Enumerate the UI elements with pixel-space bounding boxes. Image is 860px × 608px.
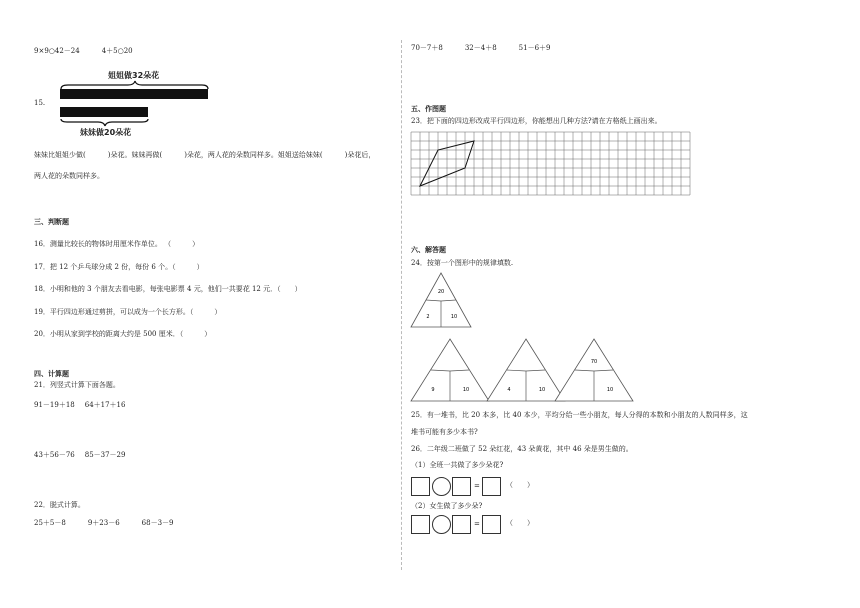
judge-item-17: 17．把 12 个乒乓球分成 2 份，每份 6 个。（ ） [34, 263, 204, 271]
grid-paper[interactable] [411, 132, 689, 194]
q22-row: 25＋5－8 9＋23－6 68－3－9 [34, 519, 174, 527]
q25-line1: 25．有一堆书，比 20 本多，比 40 本少，平均分给一些小朋友，每人分得的本数和小朋友的人数同样多，这 [411, 411, 748, 419]
bottom-brace [60, 118, 150, 127]
top-expressions: 70－7＋8 32－4＋8 51－6＋9 [411, 44, 551, 52]
section-4-heading: 四、计算题 [34, 370, 69, 378]
q15-number: 15. [34, 99, 46, 107]
section-5-heading: 五、作图题 [411, 105, 446, 113]
q26-sub2: （2）女生做了多少朵? [411, 502, 483, 510]
triangle-2 [410, 338, 490, 402]
unit-paren: （ ） [506, 481, 534, 489]
unit-paren: （ ） [506, 519, 534, 527]
equals-sign: = [474, 482, 480, 490]
answer-box[interactable] [452, 477, 471, 496]
q25-line2: 堆书可能有多少本书? [411, 428, 478, 436]
q14-expressions [34, 48, 133, 55]
q21-title: 21．列竖式计算下面各题。 [34, 381, 120, 389]
tri3-right: 10 [538, 387, 546, 393]
younger-sister-bar [60, 107, 148, 117]
sister-bar [60, 89, 208, 99]
judge-item-20: 20．小明从家到学校的距离大约是 500 厘米．（ ） [34, 330, 212, 338]
tri4-top: 70 [590, 359, 598, 365]
bottom-bar-label: 妹妹做20朵花 [80, 128, 132, 137]
triangle-4 [554, 338, 634, 402]
section-6-heading: 六、解答题 [411, 246, 446, 254]
result-box[interactable] [482, 477, 501, 496]
equals-sign: = [474, 520, 480, 528]
answer-box[interactable] [452, 515, 471, 534]
top-bar-label: 姐姐做32朵花 [108, 71, 160, 80]
q21-row-2: 43＋56－76 85－37－29 [34, 451, 126, 459]
q24-text: 24．按第一个图形中的规律填数. [411, 259, 514, 267]
q15-line2: 两人花的朵数同样多。 [34, 172, 104, 180]
q22-title: 22．脱式计算。 [34, 501, 85, 509]
result-box[interactable] [482, 515, 501, 534]
tri2-right: 10 [462, 387, 470, 393]
q26-sub1: （1）全班一共做了多少朵花? [411, 461, 504, 469]
column-separator [401, 40, 402, 570]
q15-line1: 妹妹比姐姐少做( )朵花。妹妹再做( )朵花，两人花的朵数同样多。姐姐送给妹妹( )朵花后， [34, 151, 376, 159]
tri4-right: 10 [606, 387, 614, 393]
triangle-example [410, 272, 472, 328]
expr-1: 9×9○42－24 [34, 47, 80, 55]
tri1-left: 2 [426, 314, 430, 320]
tri3-left: 4 [507, 387, 511, 393]
tri1-right: 10 [450, 314, 458, 320]
judge-item-19: 19．平行四边形通过剪拼，可以成为一个长方形。（ ） [34, 308, 222, 316]
tri2-left: 9 [431, 387, 435, 393]
expr-2: 4＋5○20 [101, 47, 133, 55]
q26-text: 26．二年级二班做了 52 朵红花，43 朵黄花，其中 46 朵是男生做的。 [411, 445, 633, 453]
judge-item-18: 18．小明和他的 3 个朋友去看电影，每张电影票 4 元，他们一共要花 12 元．（ ） [34, 285, 302, 293]
section-3-heading: 三、判断题 [34, 218, 69, 226]
operator-circle[interactable] [432, 477, 451, 496]
answer-box[interactable] [411, 515, 430, 534]
tri1-top: 20 [437, 289, 445, 295]
answer-box[interactable] [411, 477, 430, 496]
q21-row-1: 91－19＋18 64＋17＋16 [34, 401, 126, 409]
operator-circle[interactable] [432, 515, 451, 534]
judge-item-16: 16．测量比较长的物体时用厘米作单位。 （ ） [34, 240, 200, 248]
q23-text: 23．把下面的四边形改成平行四边形，你能想出几种方法?请在方格纸上画出来。 [411, 117, 662, 125]
